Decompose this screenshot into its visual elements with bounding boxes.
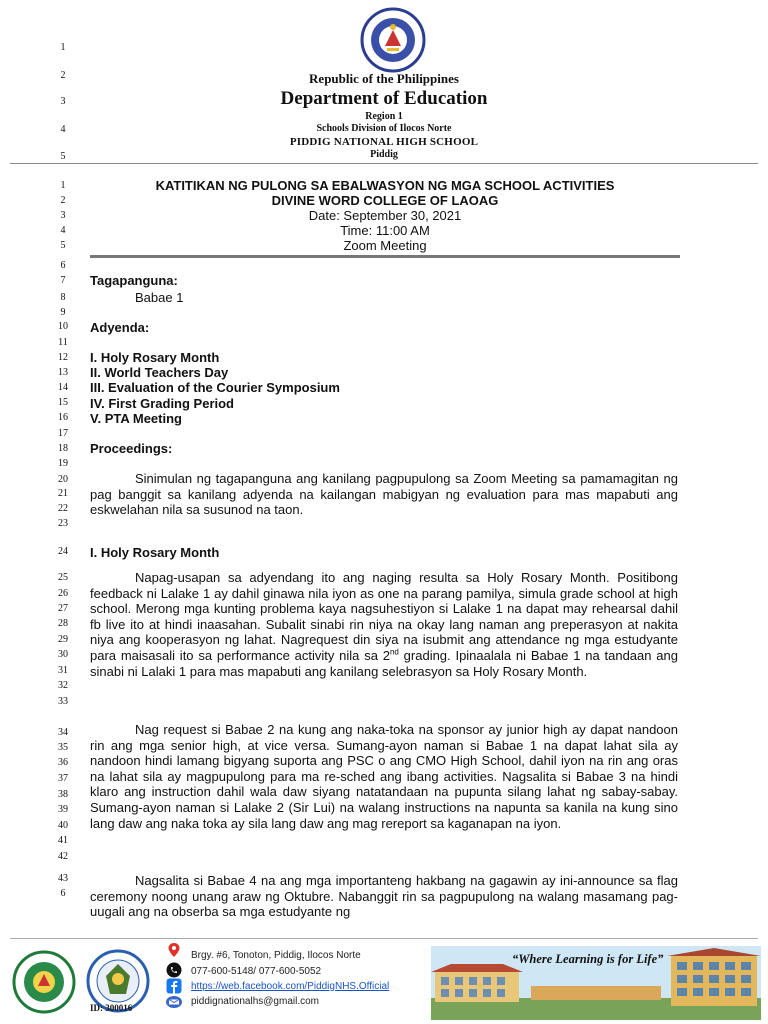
line-number: 4 <box>60 225 66 236</box>
phone-icon <box>165 962 183 978</box>
header-department: Department of Education <box>280 88 488 109</box>
line-number: 20 <box>58 474 68 485</box>
line-number: 17 <box>58 428 68 439</box>
line-number: 38 <box>58 789 68 800</box>
line-number: 37 <box>58 773 68 784</box>
line-number: 5 <box>60 151 66 162</box>
title-divider <box>90 255 680 258</box>
line-number: 6 <box>60 260 66 271</box>
line-number: 15 <box>58 397 68 408</box>
line-number: 34 <box>58 727 68 738</box>
footer-email: piddignationalhs@gmail.com <box>191 996 319 1007</box>
paragraph-3-text: Nagsalita si Babae 4 na ang mga importanteng hakbang na gagawin ay ini-announce sa flag ceremony noong unang araw ng Oktubre. Nabanggit rin sa pagpupulong na walang masamang pag-uugali ang na obserba sa mga estudyante ng <box>90 873 678 920</box>
agenda-item: II. World Teachers Day <box>90 365 229 380</box>
paragraph-1-text-b: grading. Ipinaalala ni Babae 1 na tandaan ang sinabi ni Lalaki 1 para mas mapabuti ang kanilang selebrasyon sa Holy Rosary Month. <box>90 647 678 679</box>
line-number: 21 <box>58 488 68 499</box>
line-number: 28 <box>58 618 68 629</box>
chair-label: Tagapanguna: <box>90 273 178 288</box>
line-number: 2 <box>60 195 66 206</box>
footer-address: Brgy. #6, Tonoton, Piddig, Ilocos Norte <box>191 950 361 961</box>
paragraph-2-text: Nag request si Babae 2 na kung ang naka-toka na sponsor ay junior high ay dapat nandoon rin ang mga senior high, at vice versa. Sumang-ayon naman si Babae 1 na dapat lahat sila ay nandoon hindi lamang bigyang suporta ang PSC o ang CMO High School, dahil iyon na rin ang oras na lahat sila ay magpupulong para ma re-sched ang ibang activities. Nagsalita si Babae 3 na hindi klaro ang instruction dahil wala daw siyang natatandaan na pupunta silang lahat ng sabay-sabay. Sumang-ayon naman si Lalake 2 (Sir Lui) na walang instructions na napunta sa kanila na kung sino lang daw ang naka toka ay sila lang daw ang mag rereport sa kaganapan na iyon. <box>90 722 678 831</box>
line-number: 8 <box>60 292 66 303</box>
line-number: 3 <box>60 96 66 107</box>
section-heading: I. Holy Rosary Month <box>90 545 220 560</box>
chair-name: Babae 1 <box>135 290 184 305</box>
line-number: 26 <box>58 588 68 599</box>
meeting-venue: Zoom Meeting <box>343 238 427 253</box>
line-number: 3 <box>60 210 66 221</box>
agenda-label: Adyenda: <box>90 320 150 335</box>
school-slogan: “Where Learning is for Life” <box>512 952 664 966</box>
email-icon <box>165 994 183 1010</box>
line-number: 29 <box>58 634 68 645</box>
line-number: 27 <box>58 603 68 614</box>
ordinal-suffix: nd <box>389 647 399 657</box>
line-number: 35 <box>58 742 68 753</box>
document-subtitle: DIVINE WORD COLLEGE OF LAOAG <box>271 193 499 208</box>
header-region: Region 1 <box>365 111 403 122</box>
line-number: 40 <box>58 820 68 831</box>
header-town: Piddig <box>370 149 398 160</box>
header-republic: Republic of the Philippines <box>309 71 459 86</box>
line-number: 11 <box>58 337 68 348</box>
document-title: KATITIKAN NG PULONG SA EBALWASYON NG MGA SCHOOL ACTIVITIES <box>155 178 615 193</box>
line-number: 14 <box>58 382 68 393</box>
proceedings-label: Proceedings: <box>90 441 173 456</box>
line-number: 33 <box>58 696 68 707</box>
line-number: 9 <box>60 307 66 318</box>
line-number: 31 <box>58 665 68 676</box>
paragraph-3 <box>90 873 678 920</box>
paragraph-1-text-a: Napag-usapan sa adyendang ito ang naging resulta sa Holy Rosary Month. Positibong feedback ni Lalake 1 ay dahil ginawa nila iyon as one na parang pamilya, simula grade school at high school. Merong mga kunting problema kaya nagsuhestiyon si Lalake 1 na dapat may rehearsal dahil fb live ito at hindi inaasahan. Subalit sinabi rin niya na okay lang naman ang preperasyon at nakita niya ang kooperasyon ng lahat. Nagrequest din siya na isubmit ang attendance ng mga estudyante para maisasali ito sa performance activity nila sa 2 <box>90 570 678 663</box>
line-number: 1 <box>60 180 66 191</box>
line-number: 6 <box>60 888 66 899</box>
deped-seal-logo <box>352 6 434 74</box>
line-number: 43 <box>58 873 68 884</box>
line-number: 12 <box>58 352 68 363</box>
line-number: 39 <box>58 804 68 815</box>
line-number: 25 <box>58 572 68 583</box>
header-school: PIDDIG NATIONAL HIGH SCHOOL <box>289 136 479 148</box>
school-id: ID: 300016 <box>90 1003 133 1013</box>
line-number: 22 <box>58 503 68 514</box>
agenda-item: IV. First Grading Period <box>90 396 234 411</box>
meeting-time: Time: 11:00 AM <box>340 223 430 238</box>
paragraph-2 <box>90 722 678 831</box>
line-number: 5 <box>60 240 66 251</box>
line-number: 18 <box>58 443 68 454</box>
footer-facebook-link[interactable]: https://web.facebook.com/PiddigNHS.Official <box>191 981 390 992</box>
deped-division-seal <box>12 950 76 1014</box>
paragraph-1 <box>90 570 678 679</box>
intro-text: Sinimulan ng tagapanguna ang kanilang pagpupulong sa Zoom Meeting sa pamamagitan ng pag banggit sa kanilang adyenda na kailangan mabigyan ng evaluation para mas mapabuti ang eskwelahan nila sa susunod na taon. <box>90 471 678 518</box>
location-pin-icon <box>165 942 183 958</box>
line-number: 16 <box>58 412 68 423</box>
line-number: 1 <box>60 42 66 53</box>
line-number: 10 <box>58 321 68 332</box>
line-number: 36 <box>58 757 68 768</box>
header-divider <box>10 163 758 164</box>
line-number: 7 <box>60 275 66 286</box>
line-number: 24 <box>58 546 68 557</box>
facebook-icon <box>165 978 183 994</box>
line-number: 4 <box>60 124 66 135</box>
line-number: 30 <box>58 649 68 660</box>
line-number: 42 <box>58 851 68 862</box>
line-number: 2 <box>60 70 66 81</box>
line-number: 13 <box>58 367 68 378</box>
header-division: Schools Division of Ilocos Norte <box>316 123 452 134</box>
line-number: 32 <box>58 680 68 691</box>
line-number: 41 <box>58 835 68 846</box>
proceedings-intro <box>90 471 678 518</box>
agenda-item: III. Evaluation of the Courier Symposium <box>90 380 340 395</box>
meeting-date: Date: September 30, 2021 <box>308 208 462 223</box>
line-number: 19 <box>58 458 68 469</box>
agenda-item: I. Holy Rosary Month <box>90 350 220 365</box>
line-number: 23 <box>58 518 68 529</box>
footer-phone: 077-600-5148/ 077-600-5052 <box>191 966 322 977</box>
agenda-item: V. PTA Meeting <box>90 411 182 426</box>
footer-divider <box>10 938 758 939</box>
